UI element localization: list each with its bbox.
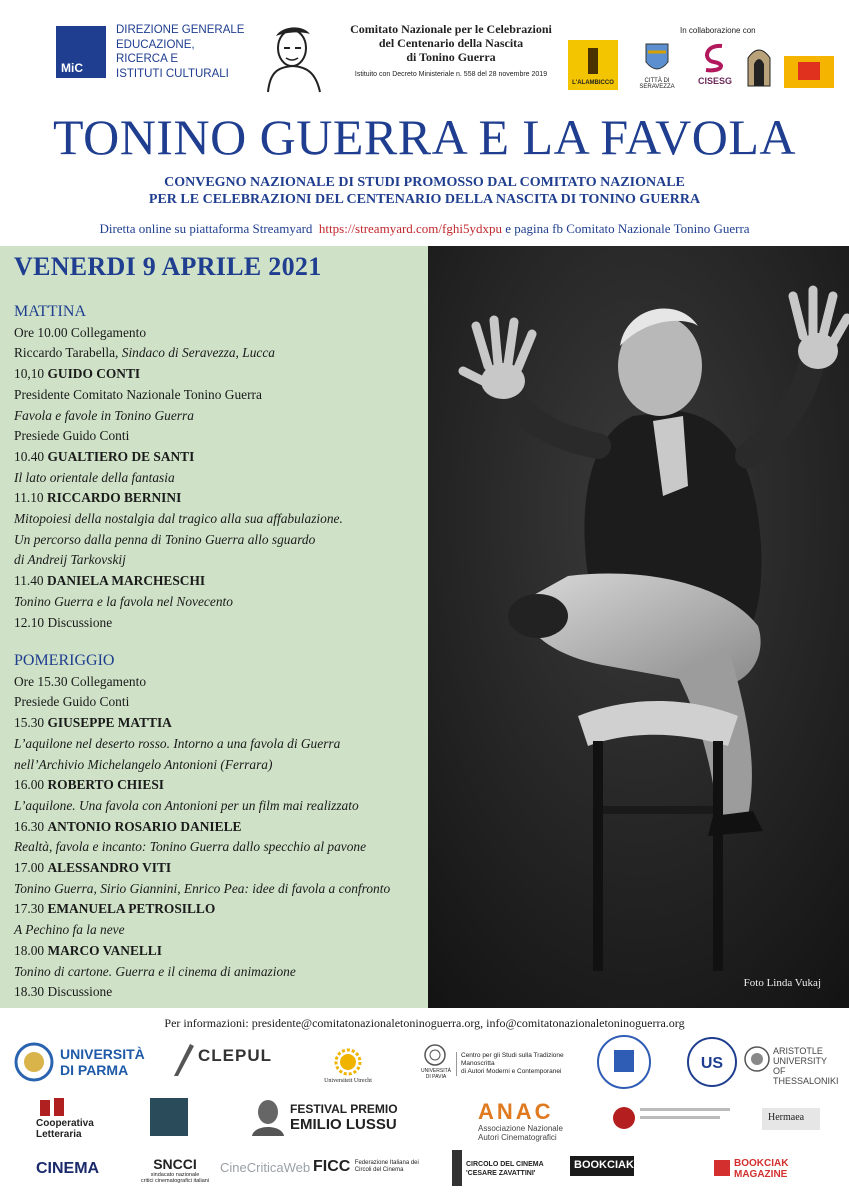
mic-logo: MiC [56,26,106,78]
cisesg-mark-icon [692,42,738,74]
coop-book-icon [38,1096,66,1118]
collab-label: In collaborazione con [680,26,756,35]
szczecin-seal-icon [686,1036,738,1088]
program-line: A Pechino fa la neve [14,922,125,938]
program-line: di Andreij Tarkovskij [14,552,126,568]
program-line: Realtà, favola e incanto: Tonino Guerra dallo specchio al pavone [14,839,367,855]
committee-title: Comitato Nazionale per le Celebrazioni del Centenario della Nascita di Tonino Guerra Istituito con Decreto Ministeriale n. 558 del 28 novembre 2019 [350,22,552,78]
program-line: 16.00 ROBERTO CHIESI [14,777,164,793]
afternoon-program [14,651,424,1003]
mic-text: DIREZIONE GENERALE EDUCAZIONE, RICERCA E ISTITUTI CULTURALI [116,24,245,80]
parma-logo: UNIVERSITÀ DI PARMA [60,1046,145,1078]
main-title: TONINO GUERRA E LA FAVOLA [52,109,797,165]
program-line: 18.00 MARCO VANELLI [14,942,162,958]
lussu-portrait-icon [250,1098,286,1136]
ficc-logo: FICC Federazione Italiana dei Circoli del Cinema [313,1158,419,1175]
tonino-portrait-drawing [258,22,328,94]
program-line: Ore 10.00 Collegamento [14,324,147,340]
photo-credit: Foto Linda Vukaj [743,977,821,989]
utrecht-logo: Universiteit Utrecht [324,1078,372,1084]
seravezza-crest: CITTÀ DI SERAVEZZA [634,42,680,92]
program-line: Tonino di cartone. Guerra e il cinema di animazione [14,963,296,979]
program-line: Il lato orientale della fantasia [14,469,175,485]
program-line: L’aquilone. Una favola con Antonioni per un film mai realizzato [14,797,359,813]
event-date: VENERDI 9 APRILE 2021 [14,252,322,281]
coop-logo: Cooperativa Letteraria [36,1118,94,1140]
pavia-logo: UNIVERSITÀ DI PAVIA [420,1068,451,1080]
bookciak-logo: BOOKCIAK [570,1156,634,1176]
sncci-logo: SNCCI sindacato nazionale critici cinematografici italiani [140,1156,210,1184]
afternoon-heading: POMERIGGIO [14,652,115,669]
morning-heading: MATTINA [14,303,86,320]
pavia-center-logo: Centro per gli Studi sulla Tradizione Manoscritta di Autori Moderni e Contemporanei [456,1052,591,1076]
cise-logo [150,1098,188,1136]
zavattini-logo: CIRCOLO DEL CINEMA 'CESARE ZAVATTINI' [466,1161,544,1177]
cisesg-logo: CISESG [692,42,738,92]
contact-info: Per informazioni: presidente@comitatonazionaletoninoguerra.org, info@comitatonazionaletoninoguerra.org [164,1016,685,1030]
thessaloniki-logo: ARISTOTLE UNIVERSITY OF THESSALONIKI [773,1046,839,1086]
program-line: 11.40 DANIELA MARCHESCHI [14,573,206,589]
program-line: 16.30 ANTONIO ROSARIO DANIELE [14,818,242,834]
thessaloniki-seal-icon [744,1046,770,1072]
morning-program [14,302,424,633]
program-line: nell’Archivio Michelangelo Antonioni (Ferrara) [14,756,273,772]
program-line: Presiede Guido Conti [14,428,130,444]
utrecht-sun-icon [334,1048,362,1076]
cinema-logo: CINEMA [36,1160,100,1177]
lussu-logo: FESTIVAL PREMIO EMILIO LUSSU [290,1102,398,1133]
federation-text-line [640,1108,730,1111]
tonino-guerra-photo [428,246,849,1008]
film-strip-icon [452,1150,462,1186]
program-line: Presiede Guido Conti [14,694,130,710]
program-line: Tonino Guerra e la favola nel Novecento [14,593,233,609]
streamyard-link[interactable]: https://streamyard.com/fghi5ydxpu [318,221,502,236]
program-line: Mitopoiesi della nostalgia dal tragico alla sua affabulazione. [14,511,343,527]
program-line: Riccardo Tarabella, Sindaco di Seravezza, Lucca [14,345,275,361]
film-federation-icon [612,1106,636,1130]
program-line: 10,10 GUIDO CONTI [14,366,141,382]
bologna-seal-icon [596,1034,652,1090]
parma-seal-icon [14,1042,54,1082]
program-line: 18.30 Discussione [14,984,113,1000]
cinecritica-logo: CineCriticaWeb [220,1160,311,1175]
crest-icon [634,42,680,76]
program-line: Un percorso dalla penna di Tonino Guerra allo sguardo [14,531,316,547]
live-stream-line: Diretta online su piattaforma Streamyard https://streamyard.com/fghi5ydxpu e pagina fb Comitato Nazionale Tonino Guerra [99,221,750,236]
hermaea-logo: Hermaea [762,1108,820,1130]
svg-text:US: US [700,1055,724,1072]
alambicco-logo: L'ALAMBICCO [568,40,618,90]
bookciak-magazine-icon [714,1160,730,1176]
program-line: L’aquilone nel deserto rosso. Intorno a una favola di Guerra [14,735,341,751]
arch-emblem-icon [744,42,774,88]
program-line: 15.30 GIUSEPPE MATTIA [14,715,172,731]
citta-logo [784,56,834,88]
program-line: 17.00 ALESSANDRO VITI [14,860,172,876]
clepul-quill-icon [170,1040,196,1078]
program-line: Tonino Guerra, Sirio Giannini, Enrico Pea: idee di favola a confronto [14,880,391,896]
program-line: Presidente Comitato Nazionale Tonino Guerra [14,386,262,402]
program-line: Ore 15.30 Collegamento [14,673,147,689]
clepul-logo: CLEPUL [198,1046,272,1065]
pavia-seal-icon [424,1044,446,1066]
program-line: 12.10 Discussione [14,614,113,630]
federation-text-line [640,1116,720,1119]
seated-man-silhouette [428,246,849,1008]
subtitle: CONVEGNO NAZIONALE DI STUDI PROMOSSO DAL COMITATO NAZIONALE PER LE CELEBRAZIONI DEL CENTENARIO DELLA NASCITA DI TONINO GUERRA [148,175,701,207]
program-line: 11.10 RICCARDO BERNINI [14,490,182,506]
anac-logo: ANAC Associazione Nazionale Autori Cinematografici [478,1099,563,1142]
program-line: 10.40 GUALTIERO DE SANTI [14,448,195,464]
bookciak-magazine-logo: BOOKCIAK MAGAZINE [734,1158,789,1180]
program-line: 17.30 EMANUELA PETROSILLO [14,901,216,917]
program-line: Favola e favole in Tonino Guerra [14,407,194,423]
